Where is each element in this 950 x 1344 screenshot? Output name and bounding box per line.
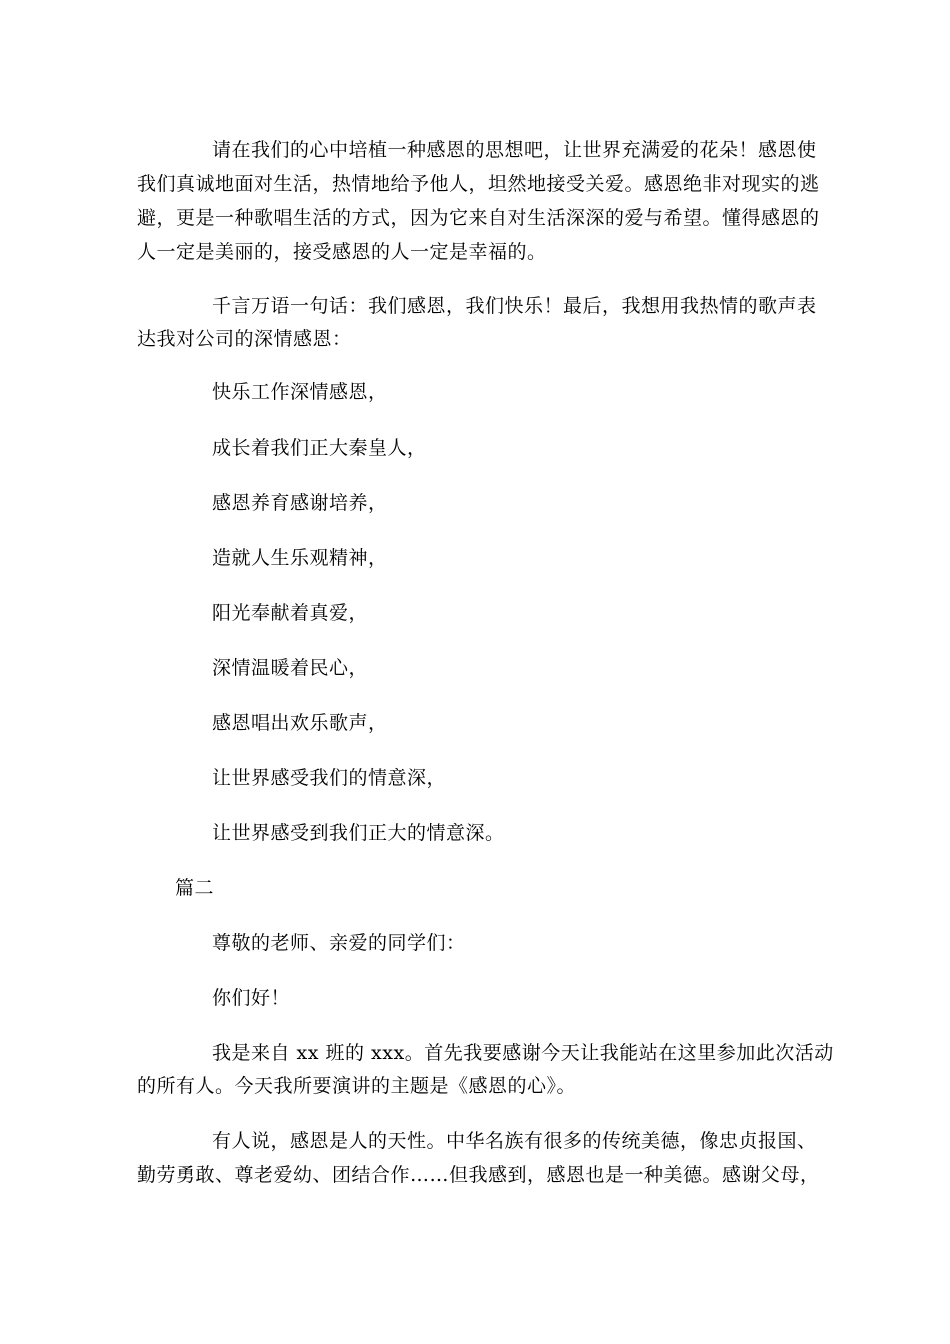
poem-line: 快乐工作深情感恩， bbox=[212, 381, 388, 403]
poem-line: 让世界感受我们的情意深， bbox=[212, 767, 447, 789]
paragraph-3-line-1: 我是来自 xx 班的 xxx。首先我要感谢今天让我能站在这里参加此次活动 bbox=[212, 1042, 834, 1064]
paragraph-2-line-1: 千言万语一句话：我们感恩，我们快乐！最后，我想用我热情的歌声表 bbox=[212, 295, 817, 317]
paragraph-1-line-2: 我们真诚地面对生活，热情地给予他人，坦然地接受关爱。感恩绝非对现实的逃 bbox=[137, 173, 820, 195]
paragraph-2-line-2: 达我对公司的深情感恩： bbox=[137, 328, 352, 350]
paragraph-1-line-3: 避，更是一种歌唱生活的方式，因为它来自对生活深深的爱与希望。懂得感恩的 bbox=[137, 207, 820, 229]
poem-line: 感恩唱出欢乐歌声， bbox=[212, 712, 388, 734]
hello: 你们好！ bbox=[212, 987, 291, 1009]
poem-line: 深情温暖着民心， bbox=[212, 657, 369, 679]
paragraph-4-line-1: 有人说，感恩是人的天性。中华名族有很多的传统美德，像忠贞报国、 bbox=[212, 1130, 817, 1152]
greeting: 尊敬的老师、亲爱的同学们： bbox=[212, 932, 466, 954]
paragraph-4-line-2: 勤劳勇敢、尊老爱幼、团结合作……但我感到，感恩也是一种美德。感谢父母， bbox=[137, 1164, 820, 1186]
poem-line: 成长着我们正大秦皇人， bbox=[212, 437, 427, 459]
poem-line: 造就人生乐观精神， bbox=[212, 547, 388, 569]
section-heading: 篇二 bbox=[175, 877, 215, 899]
paragraph-1-line-1: 请在我们的心中培植一种感恩的思想吧，让世界充满爱的花朵！感恩使 bbox=[212, 139, 817, 161]
poem-line: 让世界感受到我们正大的情意深。 bbox=[212, 822, 505, 844]
poem-line: 阳光奉献着真爱， bbox=[212, 602, 369, 624]
poem-line: 感恩养育感谢培养， bbox=[212, 492, 388, 514]
paragraph-1-line-4: 人一定是美丽的，接受感恩的人一定是幸福的。 bbox=[137, 241, 547, 263]
paragraph-3-line-2: 的所有人。今天我所要演讲的主题是《感恩的心》。 bbox=[137, 1075, 577, 1097]
